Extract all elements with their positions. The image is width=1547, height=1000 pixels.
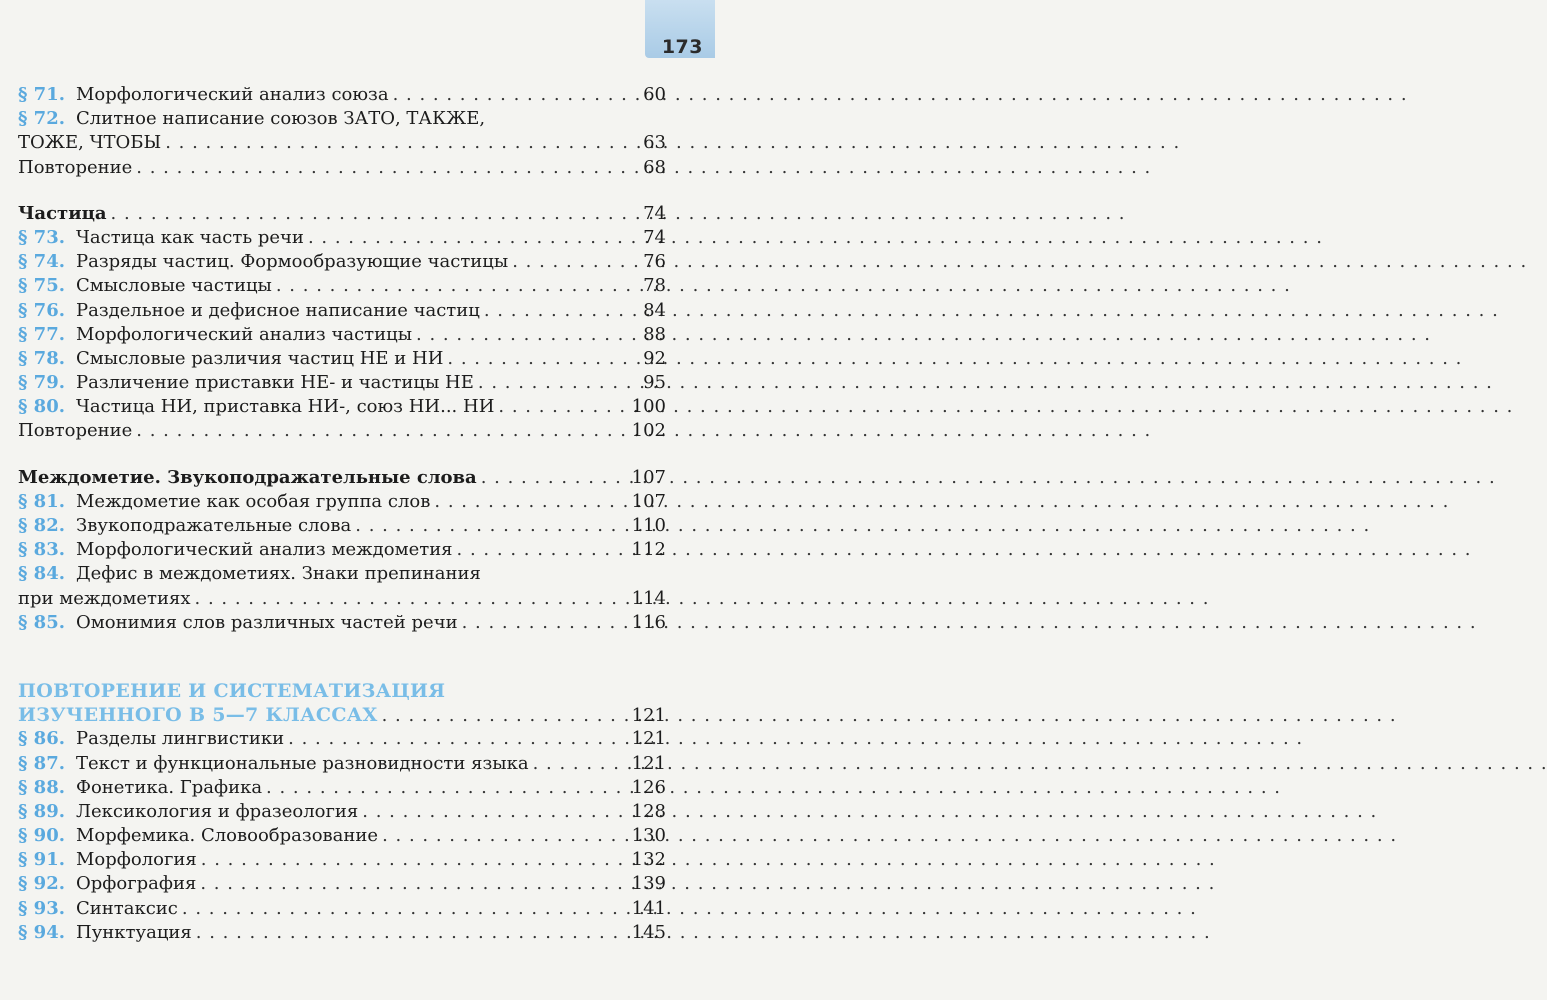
leader-dots (201, 848, 628, 872)
paragraph-number: § 91. (18, 849, 65, 871)
toc-chapter-particles[interactable] (18, 202, 666, 226)
leader-dots (308, 226, 632, 250)
paragraph-number: § 73. (18, 226, 65, 248)
paragraph-number: § 92. (18, 873, 65, 895)
leader-dots (136, 419, 627, 443)
entry-page: 88 (643, 323, 666, 345)
toc-entry-72-line1 (18, 107, 666, 131)
entry-page: 112 (631, 539, 666, 561)
toc-entry[interactable] (18, 897, 666, 921)
entry-title: Морфологический анализ союза (76, 84, 389, 105)
entry-page: 121 (631, 752, 666, 774)
leader-dots (434, 490, 627, 514)
page-number: 173 (661, 36, 703, 58)
entry-page: 63 (643, 132, 666, 154)
chapter-title: Частица (18, 202, 107, 224)
toc-entry-review[interactable] (18, 156, 666, 180)
toc-entry[interactable] (18, 395, 666, 419)
leader-dots (111, 202, 632, 226)
paragraph-number: § 93. (18, 897, 65, 919)
entry-title: Дефис в междометиях. Знаки препинания (76, 563, 481, 585)
toc-group-particles (18, 226, 666, 420)
leader-dots (382, 824, 628, 848)
paragraph-number: § 86. (18, 728, 65, 750)
paragraph-number: § 81. (18, 490, 65, 512)
leader-dots (288, 727, 627, 751)
entry-title: Морфология (76, 849, 197, 871)
entry-page: 126 (631, 776, 666, 798)
entry-page: 132 (631, 849, 666, 871)
paragraph-number: § 71. (18, 84, 65, 105)
leader-dots (182, 897, 628, 921)
entry-title: ТОЖЕ, ЧТОБЫ (18, 132, 162, 154)
toc-entry[interactable] (18, 752, 666, 776)
toc-entry[interactable] (18, 848, 666, 872)
toc-entry[interactable] (18, 250, 666, 274)
chapter-title: Междометие. Звукоподражательные слова (18, 466, 477, 488)
paragraph-number: § 89. (18, 800, 65, 822)
toc-entry[interactable] (18, 538, 666, 562)
toc-group-interjections-b (18, 611, 666, 635)
paragraph-number: § 82. (18, 515, 65, 536)
toc-chapter-interjections[interactable] (18, 466, 666, 490)
toc-entry[interactable] (18, 921, 666, 945)
leader-dots (200, 872, 627, 896)
entry-title: Омонимия слов различных частей речи (76, 611, 458, 633)
entry-title: Разряды частиц. Формообразующие частицы (76, 251, 509, 273)
entry-title: Текст и функциональные разновидности языка (76, 752, 529, 774)
entry-title: Повторение (18, 420, 133, 442)
entry-title: Частица как часть речи (76, 226, 304, 248)
paragraph-number: § 83. (18, 539, 65, 561)
toc-group-conjunctions (18, 83, 666, 107)
leader-dots (276, 274, 632, 298)
leader-dots (416, 323, 632, 347)
toc-entry-84-line2[interactable] (18, 587, 666, 611)
toc-entry-72-line2[interactable] (18, 131, 666, 155)
section-heading-line1: ПОВТОРЕНИЕ И СИСТЕМАТИЗАЦИЯ (18, 679, 446, 702)
paragraph-number: § 78. (18, 347, 65, 369)
entry-title: Раздельное и дефисное написание частиц (76, 299, 480, 321)
entry-page: 78 (643, 275, 666, 297)
entry-page: 100 (631, 396, 666, 418)
paragraph-number: § 74. (18, 251, 65, 273)
toc-entry[interactable] (18, 727, 666, 751)
entry-page: 116 (631, 611, 666, 633)
leader-dots (447, 347, 632, 371)
paragraph-number: § 75. (18, 275, 65, 297)
toc-group-review (18, 727, 666, 945)
leader-dots (533, 752, 628, 776)
spacer (18, 180, 666, 202)
toc-entry[interactable] (18, 514, 666, 538)
entry-title: Междометие как особая группа слов (76, 490, 431, 512)
paragraph-number: § 79. (18, 372, 65, 394)
entry-title: Фонетика. Графика (76, 776, 263, 798)
table-of-contents (18, 83, 666, 945)
leader-dots (136, 156, 632, 180)
entry-page: 95 (643, 372, 666, 394)
entry-page: 110 (631, 515, 666, 536)
paragraph-number: § 72. (18, 108, 65, 130)
section-page: 121 (631, 705, 666, 727)
leader-dots (266, 776, 628, 800)
paragraph-number: § 77. (18, 323, 65, 345)
entry-title: Морфологический анализ междометия (76, 539, 453, 561)
section-heading-line2: ИЗУЧЕННОГО В 5—7 КЛАССАХ (18, 704, 378, 727)
toc-entry[interactable] (18, 824, 666, 848)
entry-title: Разделы лингвистики (76, 728, 285, 750)
entry-page: 139 (631, 873, 666, 895)
leader-dots (481, 466, 628, 490)
entry-page: 76 (643, 251, 666, 273)
leader-dots (196, 921, 628, 945)
leader-dots (512, 250, 632, 274)
toc-entry[interactable] (18, 226, 666, 250)
toc-entry[interactable] (18, 490, 666, 514)
spacer (18, 444, 666, 466)
entry-title: Синтаксис (76, 897, 178, 919)
leader-dots (393, 83, 632, 107)
entry-page: 92 (643, 347, 666, 369)
entry-page: 68 (643, 156, 666, 178)
leader-dots (382, 704, 628, 728)
entry-title: Звукоподражательные слова (76, 515, 352, 536)
entry-page: 141 (631, 897, 666, 919)
paragraph-number: § 76. (18, 299, 65, 321)
leader-dots (457, 538, 628, 562)
entry-title: Лексикология и фразеология (76, 800, 359, 822)
toc-entry[interactable] (18, 274, 666, 298)
toc-entry-84-line1 (18, 562, 666, 586)
entry-title: Орфография (76, 873, 197, 895)
entry-page: 121 (631, 728, 666, 750)
entry-page: 74 (643, 226, 666, 248)
entry-page: 107 (631, 490, 666, 512)
paragraph-number: § 85. (18, 611, 65, 633)
entry-title: Морфемика. Словообразование (76, 825, 379, 847)
leader-dots (195, 587, 628, 611)
entry-page: 130 (631, 825, 666, 847)
entry-page: 114 (631, 587, 666, 609)
entry-title: при междометиях (18, 587, 191, 609)
toc-entry[interactable] (18, 347, 666, 371)
toc-entry[interactable] (18, 299, 666, 323)
leader-dots (165, 131, 632, 155)
entry-page: 145 (631, 921, 666, 943)
entry-title: Смысловые различия частиц НЕ и НИ (76, 347, 444, 369)
chapter-page: 74 (643, 202, 666, 224)
entry-title: Повторение (18, 156, 133, 178)
entry-title: Различение приставки НЕ- и частицы НЕ (76, 372, 474, 394)
paragraph-number: § 84. (18, 563, 65, 585)
toc-entry[interactable] (18, 776, 666, 800)
paragraph-number: § 94. (18, 921, 65, 943)
spacer (18, 635, 666, 679)
entry-title: Слитное написание союзов ЗАТО, ТАКЖЕ, (76, 108, 486, 130)
paragraph-number: § 90. (18, 825, 65, 847)
entry-page: 128 (631, 800, 666, 822)
toc-entry-review[interactable] (18, 419, 666, 443)
entry-page: 102 (631, 420, 666, 442)
entry-title: Пунктуация (76, 921, 192, 943)
leader-dots (498, 395, 627, 419)
toc-entry[interactable] (18, 323, 666, 347)
leader-dots (362, 800, 627, 824)
paragraph-number: § 80. (18, 396, 65, 418)
toc-entry[interactable] (18, 872, 666, 896)
entry-page: 84 (643, 299, 666, 321)
toc-entry[interactable] (18, 800, 666, 824)
paragraph-number: § 87. (18, 752, 65, 774)
toc-group-interjections (18, 490, 666, 563)
paragraph-number: § 88. (18, 776, 65, 798)
leader-dots (462, 611, 628, 635)
leader-dots (484, 299, 632, 323)
chapter-page: 107 (631, 466, 666, 488)
entry-page: 60 (643, 84, 666, 105)
toc-entry[interactable] (18, 83, 666, 107)
leader-dots (478, 371, 632, 395)
toc-section-review[interactable] (18, 703, 666, 727)
entry-title: Частица НИ, приставка НИ-, союз НИ... НИ (76, 396, 495, 418)
toc-entry[interactable] (18, 611, 666, 635)
entry-title: Морфологический анализ частицы (76, 323, 413, 345)
leader-dots (355, 514, 627, 538)
entry-title: Смысловые частицы (76, 275, 272, 297)
toc-entry[interactable] (18, 371, 666, 395)
